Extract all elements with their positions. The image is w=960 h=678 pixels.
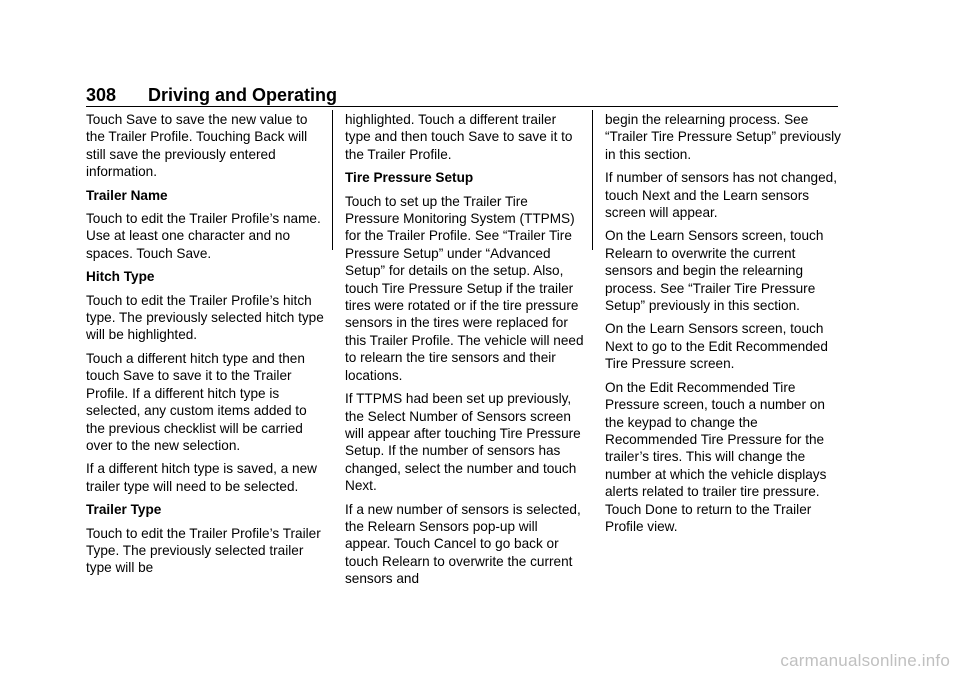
- body-paragraph: Touch to set up the Trailer Tire Pressure Monitoring System (TTPMS) for the Trailer Profile. See “Trailer Tire Pressure Setup” under “Advanced Setup” for details on the setup. Also, touch Tire Pressure Setup if the trailer tires were rotated or if the tire pressure sensors in the tires were replaced for this Trailer Profile. The vehicle will need to relearn the tire sensors and their locations.: [345, 193, 584, 383]
- body-paragraph: On the Learn Sensors screen, touch Next to go to the Edit Recommended Tire Pressure screen.: [605, 321, 828, 372]
- subheading: Trailer Name: [86, 187, 168, 203]
- text-column-3: [605, 111, 845, 541]
- body-paragraph: Touch a different hitch type and then touch Save to save it to the Trailer Profile. If a different hitch type is selected, any custom items added to the previous checklist will be carried over to the new selection.: [86, 350, 307, 453]
- column-divider-1: [332, 110, 333, 250]
- body-paragraph: Touch to edit the Trailer Profile’s hitch type. The previously selected hitch type will be highlighted.: [86, 292, 324, 343]
- body-paragraph: Touch Save to save the new value to the Trailer Profile. Touching Back will still save the previously entered information.: [86, 112, 308, 180]
- subheading: Trailer Type: [86, 502, 162, 518]
- body-paragraph: Touch to edit the Trailer Profile’s Trailer Type. The previously selected trailer type will be: [86, 525, 321, 576]
- text-column-1: [86, 111, 326, 583]
- body-paragraph: If number of sensors has not changed, touch Next and the Learn sensors screen will appear.: [605, 170, 837, 221]
- page-header: [86, 84, 838, 106]
- section-title: Driving and Operating: [148, 85, 338, 105]
- body-paragraph: If a new number of sensors is selected, the Relearn Sensors pop-up will appear. Touch Cancel to go back or touch Relearn to overwrite the current sensors and: [345, 501, 581, 587]
- body-paragraph: highlighted. Touch a different trailer type and then touch Save to save it to the Trailer Profile.: [345, 112, 573, 162]
- body-paragraph: On the Edit Recommended Tire Pressure screen, touch a number on the keypad to change the Recommended Tire Pressure for the trailer’s tires. This will change the number at which the vehicle displays alerts related to trailer tire pressure. Touch Done to return to the Trailer Profile view.: [605, 379, 827, 534]
- page-number: 308: [86, 85, 117, 105]
- body-paragraph: Touch to edit the Trailer Profile’s name. Use at least one character and no spaces. Touch Save.: [86, 211, 321, 261]
- body-paragraph: On the Learn Sensors screen, touch Relearn to overwrite the current sensors and begin the relearning process. See “Trailer Tire Pressure Setup” previously in this section.: [605, 228, 824, 314]
- header-rule: [86, 106, 838, 107]
- column-divider-2: [592, 110, 593, 250]
- body-paragraph: begin the relearning process. See “Trailer Tire Pressure Setup” previously in this section.: [605, 112, 841, 162]
- text-column-2: [345, 111, 585, 594]
- subheading: Tire Pressure Setup: [345, 170, 474, 186]
- watermark: carmanualsonline.info: [780, 651, 950, 670]
- subheading: Hitch Type: [86, 269, 155, 285]
- body-paragraph: If a different hitch type is saved, a new trailer type will need to be selected.: [86, 461, 317, 494]
- body-paragraph: If TTPMS had been set up previously, the Select Number of Sensors screen will appear after touching Tire Pressure Setup. If the number of sensors has changed, select the number and touch Next.: [345, 391, 581, 494]
